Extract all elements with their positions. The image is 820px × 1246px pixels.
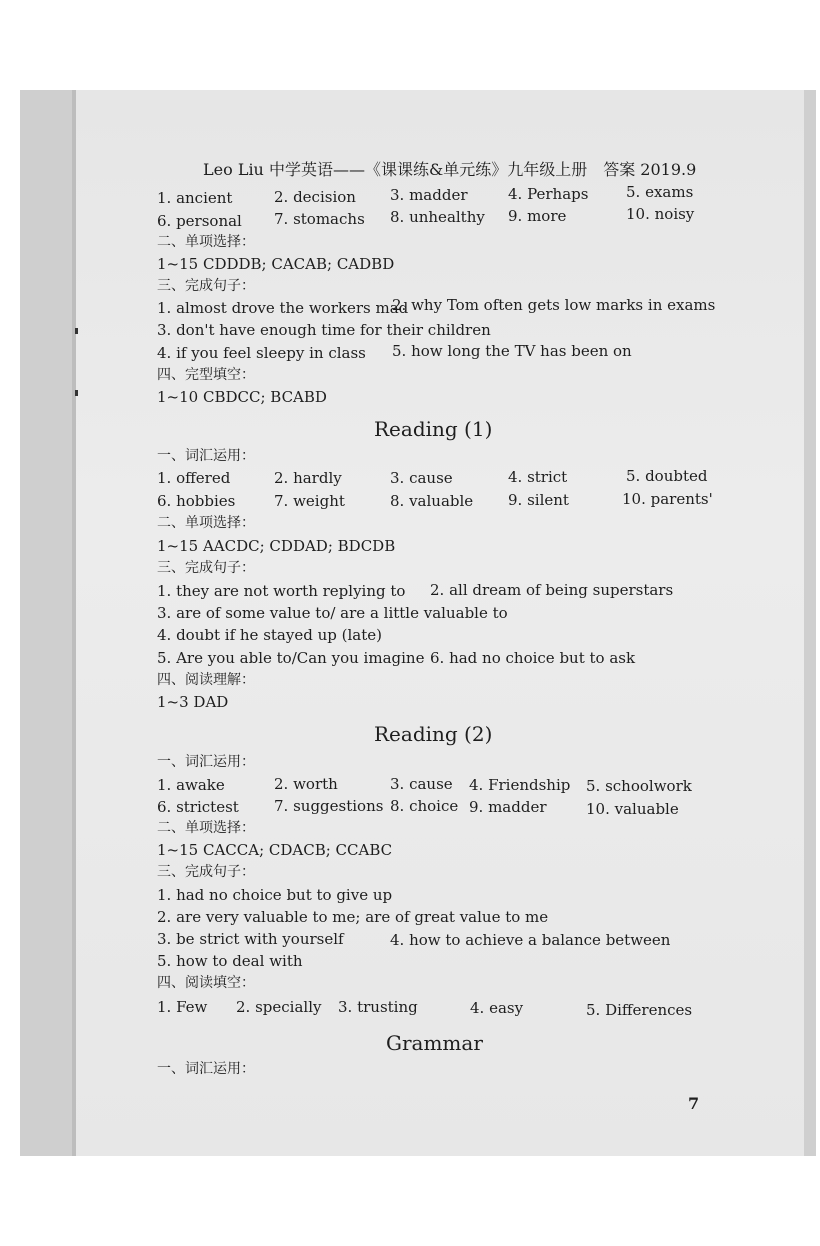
answer-line: 1~15 AACDC; CDDAD; BDCDB xyxy=(157,537,396,555)
answer-line: 1. almost drove the workers mad xyxy=(157,299,409,317)
vocab-item: 3. cause xyxy=(390,775,453,793)
vocab-item: 5. doubted xyxy=(626,467,708,485)
vocab-item: 5. exams xyxy=(626,183,694,201)
vocab-item: 9. more xyxy=(508,207,567,225)
vocab-item: 3. cause xyxy=(390,469,453,487)
vocab-item: 1. awake xyxy=(157,776,225,794)
answer-line: 3. be strict with yourself xyxy=(157,930,344,948)
answer-line: 2. why Tom often gets low marks in exams xyxy=(392,296,716,314)
section-heading: 四、完型填空： xyxy=(157,367,255,383)
answer-line: 1. they are not worth replying to xyxy=(157,582,406,600)
answer-item: 3. trusting xyxy=(338,998,418,1016)
answer-item: 5. Differences xyxy=(586,1001,693,1019)
vocab-item: 1. ancient xyxy=(157,189,233,207)
binding-mark xyxy=(75,390,78,396)
vocab-item: 10. noisy xyxy=(626,205,695,223)
section-heading: 三、完成句子： xyxy=(157,560,255,576)
answer-line: 2. all dream of being superstars xyxy=(430,581,674,599)
binding-mark xyxy=(75,328,78,334)
answer-line: 5. how to deal with xyxy=(157,952,303,970)
vocab-item: 4. strict xyxy=(508,468,568,486)
answer-line: 1~15 CDDDB; CACAB; CADBD xyxy=(157,255,395,273)
answer-item: 4. easy xyxy=(470,999,524,1017)
vocab-item: 8. valuable xyxy=(390,492,474,510)
vocab-item: 6. personal xyxy=(157,212,242,230)
vocab-item: 7. weight xyxy=(274,492,345,510)
vocab-item: 2. hardly xyxy=(274,469,342,487)
answer-line: 4. if you feel sleepy in class xyxy=(157,344,366,362)
section-heading: 二、单项选择： xyxy=(157,820,255,836)
answer-line: 1~15 CACCA; CDACB; CCABC xyxy=(157,841,393,859)
page-number: 7 xyxy=(688,1094,700,1113)
vocab-item: 3. madder xyxy=(390,186,468,204)
answer-line: 4. how to achieve a balance between xyxy=(390,931,671,949)
section-heading: 四、阅读理解： xyxy=(157,672,255,688)
vocab-item: 2. worth xyxy=(274,775,338,793)
answer-item: 1. Few xyxy=(157,998,208,1016)
vocab-item: 7. stomachs xyxy=(274,210,365,228)
vocab-item: 1. offered xyxy=(157,469,231,487)
vocab-item: 10. valuable xyxy=(586,800,679,818)
vocab-item: 2. decision xyxy=(274,188,356,206)
vocab-item: 10. parents' xyxy=(622,490,713,508)
page-header: Leo Liu 中学英语——《课课练&单元练》九年级上册 答案 2019.9 xyxy=(203,160,697,179)
answer-line: 3. are of some value to/ are a little valuable to xyxy=(157,604,508,622)
vocab-item: 9. madder xyxy=(469,798,547,816)
vocab-item: 4. Friendship xyxy=(469,776,571,794)
answer-line: 1. had no choice but to give up xyxy=(157,886,393,904)
answer-line: 1~10 CBDCC; BCABD xyxy=(157,388,327,406)
section-heading: 一、词汇运用： xyxy=(157,1061,255,1077)
vocab-item: 8. unhealthy xyxy=(390,208,485,226)
vocab-item: 9. silent xyxy=(508,491,569,509)
answer-line: 5. how long the TV has been on xyxy=(392,342,632,360)
section-heading: 二、单项选择： xyxy=(157,515,255,531)
section-heading: 一、词汇运用： xyxy=(157,448,255,464)
section-title: Reading (1) xyxy=(374,417,493,441)
answer-line: 5. Are you able to/Can you imagine xyxy=(157,649,425,667)
section-title: Reading (2) xyxy=(374,722,493,746)
vocab-item: 8. choice xyxy=(390,797,459,815)
answer-item: 2. specially xyxy=(236,998,322,1016)
section-title: Grammar xyxy=(386,1031,483,1055)
section-heading: 四、阅读填空： xyxy=(157,975,255,991)
vocab-item: 6. strictest xyxy=(157,798,239,816)
vocab-item: 4. Perhaps xyxy=(508,185,589,203)
section-heading: 三、完成句子： xyxy=(157,864,255,880)
answer-line: 6. had no choice but to ask xyxy=(430,649,636,667)
answer-line: 4. doubt if he stayed up (late) xyxy=(157,626,382,644)
answer-line: 1~3 DAD xyxy=(157,693,229,711)
section-heading: 二、单项选择： xyxy=(157,234,255,250)
vocab-item: 5. schoolwork xyxy=(586,777,692,795)
vocab-item: 6. hobbies xyxy=(157,492,236,510)
vocab-item: 7. suggestions xyxy=(274,797,384,815)
answer-line: 3. don't have enough time for their children xyxy=(157,321,491,339)
answer-line: 2. are very valuable to me; are of great value to me xyxy=(157,908,549,926)
section-heading: 一、词汇运用： xyxy=(157,754,255,770)
page-edge xyxy=(72,90,76,1156)
section-heading: 三、完成句子： xyxy=(157,278,255,294)
